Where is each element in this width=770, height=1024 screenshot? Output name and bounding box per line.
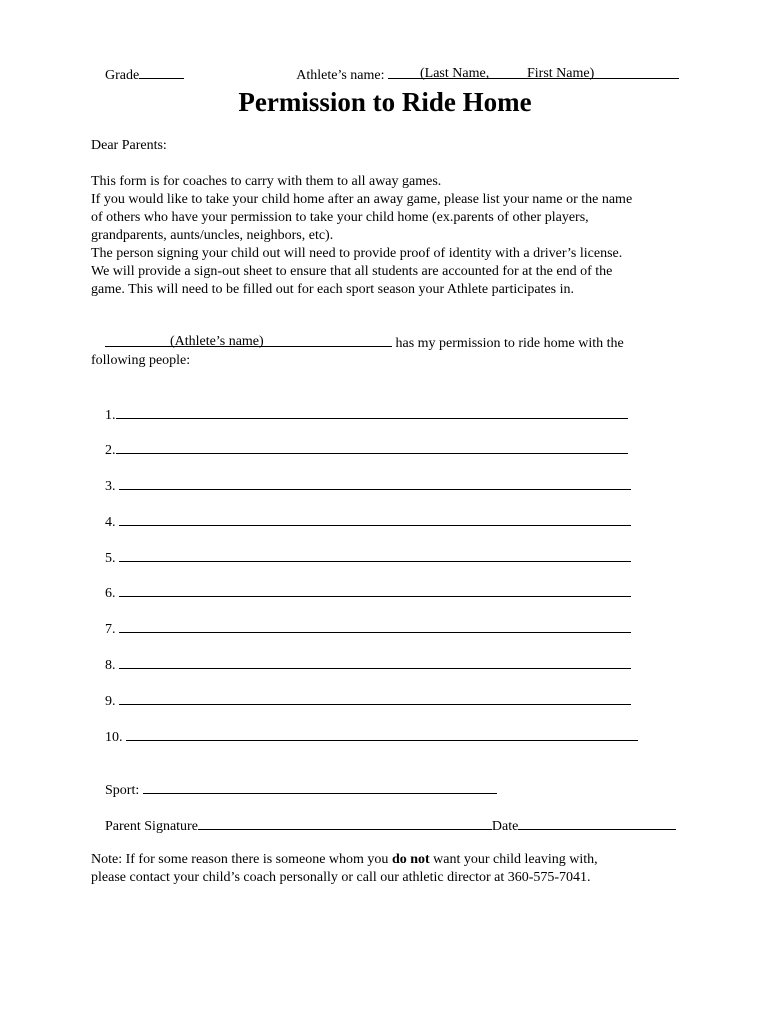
body-line: If you would like to take your child home after an away game, please list your name or the name <box>91 192 633 207</box>
person-number: 2. <box>105 443 116 458</box>
athlete-hint: (Athlete’s name) <box>170 334 264 349</box>
note-line-2: please contact your child’s coach personally or call our athletic director at 360-575-7041. <box>91 870 591 885</box>
person-number: 5. <box>105 551 116 566</box>
contact-note <box>91 851 711 887</box>
body-line: grandparents, aunts/uncles, neighbors, etc). <box>91 228 334 243</box>
body-line: This form is for coaches to carry with them to all away games. <box>91 174 442 189</box>
sport-blank[interactable] <box>143 780 497 794</box>
body-line: game. This will need to be filled out for each sport season your Athlete participates in. <box>91 282 574 297</box>
salutation: Dear Parents: <box>91 138 167 153</box>
person-number: 3. <box>105 479 116 494</box>
instructions-paragraph <box>91 173 691 299</box>
body-line: The person signing your child out will need to provide proof of identity with a driver’s license. <box>91 246 623 261</box>
date-label: Date <box>491 819 519 834</box>
person-blank-4[interactable] <box>119 512 631 526</box>
signature-label: Parent Signature <box>105 819 198 834</box>
athlete-name-label: Athlete’s name: <box>296 68 385 83</box>
person-number: 8. <box>105 658 116 673</box>
person-number: 6. <box>105 586 116 601</box>
permission-continuation: following people: <box>91 353 191 368</box>
person-number: 9. <box>105 694 116 709</box>
person-number: 1. <box>105 408 116 423</box>
note-suffix: want your child leaving with, <box>429 852 598 867</box>
body-line: We will provide a sign-out sheet to ensure that all students are accounted for at the end of the <box>91 264 613 279</box>
name-hint-first: First Name) <box>527 66 595 81</box>
person-blank-9[interactable] <box>119 691 631 705</box>
person-blank-5[interactable] <box>119 548 631 562</box>
person-line-10 <box>91 709 638 765</box>
person-blank-3[interactable] <box>119 476 631 490</box>
permission-suffix: has my permission to ride home with the <box>392 336 624 351</box>
person-number: 7. <box>105 622 116 637</box>
grade-label: Grade <box>105 68 140 83</box>
name-hint-last: (Last Name, <box>420 66 490 81</box>
person-blank-10[interactable] <box>126 727 638 741</box>
note-prefix: Note: If for some reason there is someone whom you <box>91 852 392 867</box>
person-number: 10. <box>105 730 123 745</box>
page-title: Permission to Ride Home <box>238 87 532 117</box>
signature-blank[interactable] <box>198 816 492 830</box>
person-blank-6[interactable] <box>119 583 631 597</box>
person-blank-8[interactable] <box>119 655 631 669</box>
person-blank-2[interactable] <box>116 440 628 454</box>
grade-blank[interactable] <box>139 65 184 79</box>
person-blank-7[interactable] <box>119 619 631 633</box>
signature-row <box>91 798 676 854</box>
note-emphasis: do not <box>391 852 430 867</box>
sport-label: Sport: <box>105 783 140 798</box>
person-blank-1[interactable] <box>116 405 628 419</box>
date-blank[interactable] <box>518 816 676 830</box>
person-number: 4. <box>105 515 116 530</box>
body-line: of others who have your permission to take your child home (ex.parents of other players, <box>91 210 589 225</box>
